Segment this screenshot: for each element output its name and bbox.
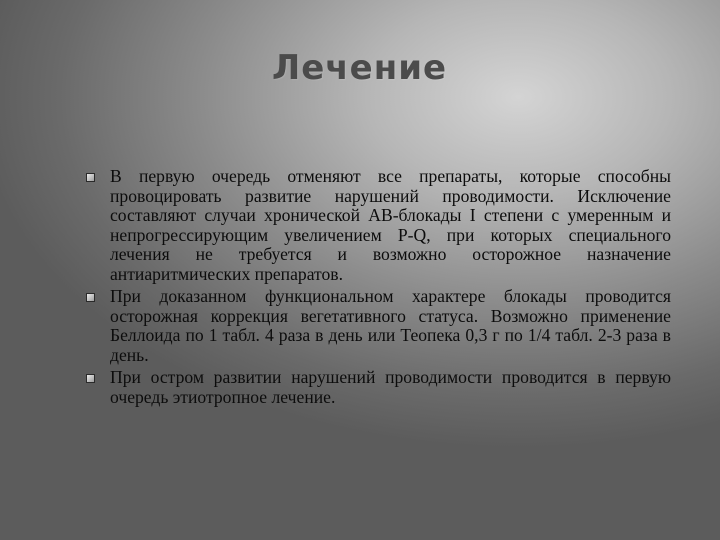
bullet-text: В первую очередь отменяют все препараты, которые способны провоцировать развитие нарушений проводимости. Исключение составляют случаи хронической АВ-блокады I степени с умеренным и непрогрессирующим увеличением P-Q, при которых специального лечения не требуется и возможно осторожное назначение антиаритмических препаратов. — [110, 166, 671, 284]
square-bullet-icon — [86, 173, 95, 182]
bullet-text: При доказанном функциональном характере блокады проводится осторожная коррекция вегетативного статуса. Возможно применение Беллоида по 1 табл. 4 раза в день или Теопека 0,3 г по 1/4 табл. 2-3 раза в день. — [110, 286, 671, 365]
square-bullet-icon — [86, 374, 95, 383]
bullet-list — [86, 167, 671, 410]
bullet-item — [86, 368, 671, 407]
bullet-item — [86, 167, 671, 284]
square-bullet-icon — [86, 293, 95, 302]
bullet-item — [86, 287, 671, 365]
slide-title: Лечение — [272, 48, 448, 88]
bullet-text: При остром развитии нарушений проводимости проводится в первую очередь этиотропное лечение. — [110, 367, 671, 407]
